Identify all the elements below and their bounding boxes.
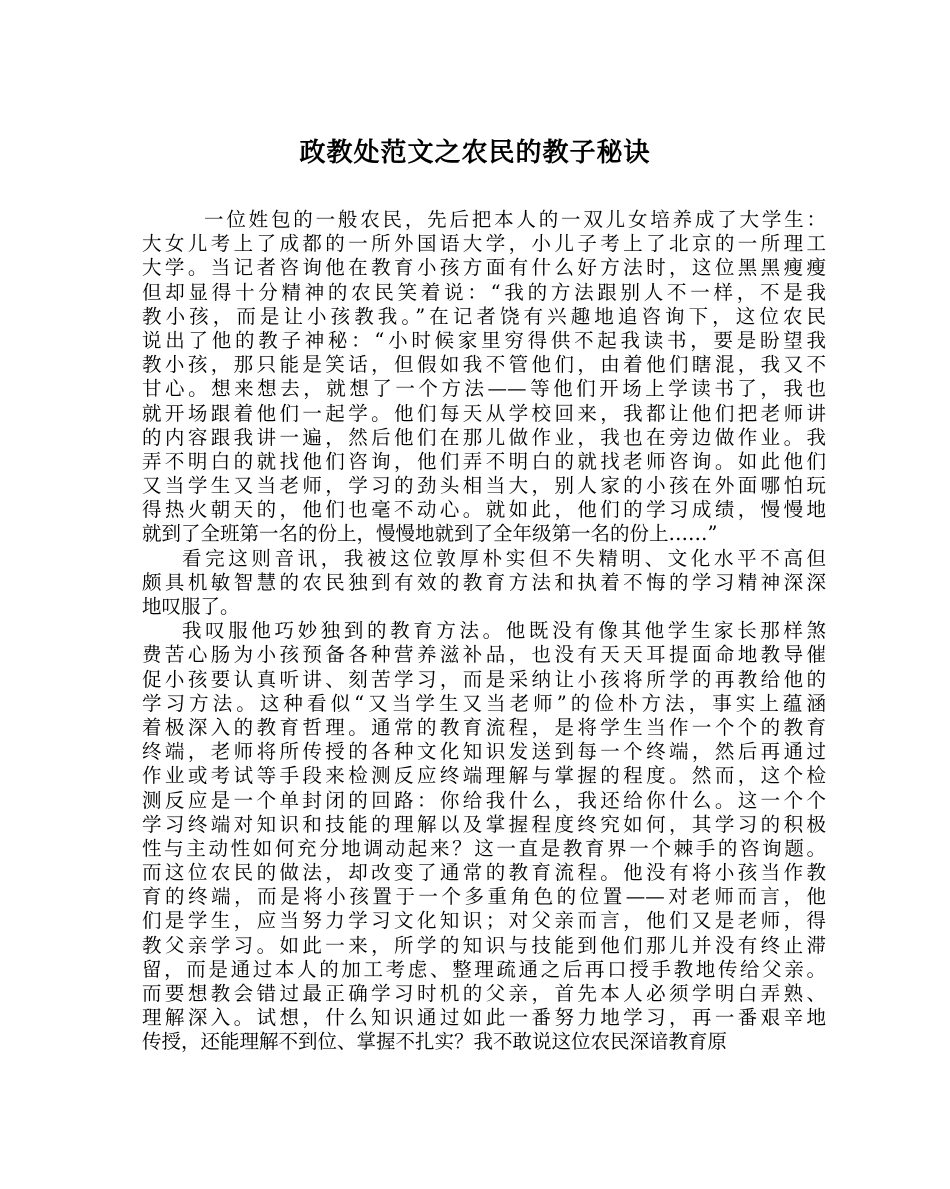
paragraph-line: 又当学生又当老师，学习的劲头相当大，别人家的小孩在外面哪怕玩 [142,474,826,498]
paragraph-line: 得热火朝天的，他们也毫不动心。就如此，他们的学习成绩，慢慢地 [142,498,826,522]
paragraph-line: 促小孩要认真听讲、刻苦学习，而是采纳让小孩将所学的再教给他的 [142,667,826,691]
paragraph-line: 就开场跟着他们一起学。他们每天从学校回来，我都让他们把老师讲 [142,401,826,425]
paragraph-line: 着极深入的教育哲理。通常的教育流程，是将学生当作一个个的教育 [142,715,826,739]
paragraph-line: 的内容跟我讲一遍，然后他们在那儿做作业，我也在旁边做作业。我 [142,425,826,449]
paragraph-line: 甘心。想来想去，就想了一个方法——等他们开场上学读书了，我也 [142,377,826,401]
paragraph-line: 学习方法。这种看似“又当学生又当老师”的俭朴方法，事实上蕴涵 [142,691,826,715]
paragraph-line: 费苦心肠为小孩预备各种营养滋补品，也没有天天耳提面命地教导催 [142,643,826,667]
paragraph-line: 就到了全班第一名的份上，慢慢地就到了全年级第一名的份上……” [142,522,718,546]
paragraph-line: 说出了他的教子神秘：“小时候家里穷得供不起我读书，要是盼望我 [142,328,826,352]
paragraph-line: 理解深入。试想，什么知识通过如此一番努力地学习，再一番艰辛地 [142,1006,826,1030]
paragraph-line: 传授，还能理解不到位、掌握不扎实？我不敢说这位农民深谙教育原 [142,1030,728,1054]
paragraph-line: 终端，老师将所传授的各种文化知识发送到每一个终端，然后再通过 [142,740,826,764]
paragraph [142,619,826,1054]
document-body [142,208,826,1055]
paragraph-line: 测反应是一个单封闭的回路：你给我什么，我还给你什么。这一个个 [142,788,826,812]
paragraph-line: 而这位农民的做法，却改变了通常的教育流程。他没有将小孩当作教 [142,861,826,885]
paragraph-line: 教父亲学习。如此一来，所学的知识与技能到他们那儿并没有终止滞 [142,933,826,957]
paragraph-line: 教小孩，那只能是笑话，但假如我不管他们，由着他们瞎混，我又不 [142,353,826,377]
paragraph [142,547,826,620]
paragraph-line: 一位姓包的一般农民，先后把本人的一双儿女培养成了大学生： [204,208,826,231]
paragraph-line: 们是学生，应当努力学习文化知识；对父亲而言，他们又是老师，得 [142,909,826,933]
paragraph-line: 作业或考试等手段来检测反应终端理解与掌握的程度。然而，这个检 [142,764,826,788]
paragraph-line: 而要想教会错过最正确学习时机的父亲，首先本人必须学明白弄熟、 [142,982,826,1005]
document-title: 政教处范文之农民的教子秘诀 [299,138,651,168]
paragraph [142,208,826,547]
paragraph-line: 留，而是通过本人的加工考虑、整理疏通之后再口授手教地传给父亲。 [142,957,826,981]
paragraph-line: 性与主动性如何充分地调动起来？这一直是教育界一个棘手的咨询题。 [142,836,826,860]
paragraph-line: 我叹服他巧妙独到的教育方法。他既没有像其他学生家长那样煞 [182,619,826,643]
paragraph-line: 但却显得十分精神的农民笑着说：“我的方法跟别人不一样，不是我 [142,280,826,304]
paragraph-line: 育的终端，而是将小孩置于一个多重角色的位置——对老师而言，他 [142,885,826,909]
paragraph-line: 看完这则音讯，我被这位敦厚朴实但不失精明、文化水平不高但 [182,546,826,570]
paragraph-line: 颇具机敏智慧的农民独到有效的教育方法和执着不悔的学习精神深深 [142,570,826,594]
paragraph-line: 地叹服了。 [142,595,240,618]
paragraph-line: 学习终端对知识和技能的理解以及掌握程度终究如何，其学习的积极 [142,812,826,836]
paragraph-line: 大学。当记者咨询他在教育小孩方面有什么好方法时，这位黑黑瘦瘦 [142,256,826,280]
paragraph-line: 大女儿考上了成都的一所外国语大学，小儿子考上了北京的一所理工 [142,232,826,256]
paragraph-line: 弄不明白的就找他们咨询，他们弄不明白的就找老师咨询。如此他们 [142,449,826,473]
paragraph-line: 教小孩，而是让小孩教我。”在记者饶有兴趣地追咨询下，这位农民 [142,304,826,328]
